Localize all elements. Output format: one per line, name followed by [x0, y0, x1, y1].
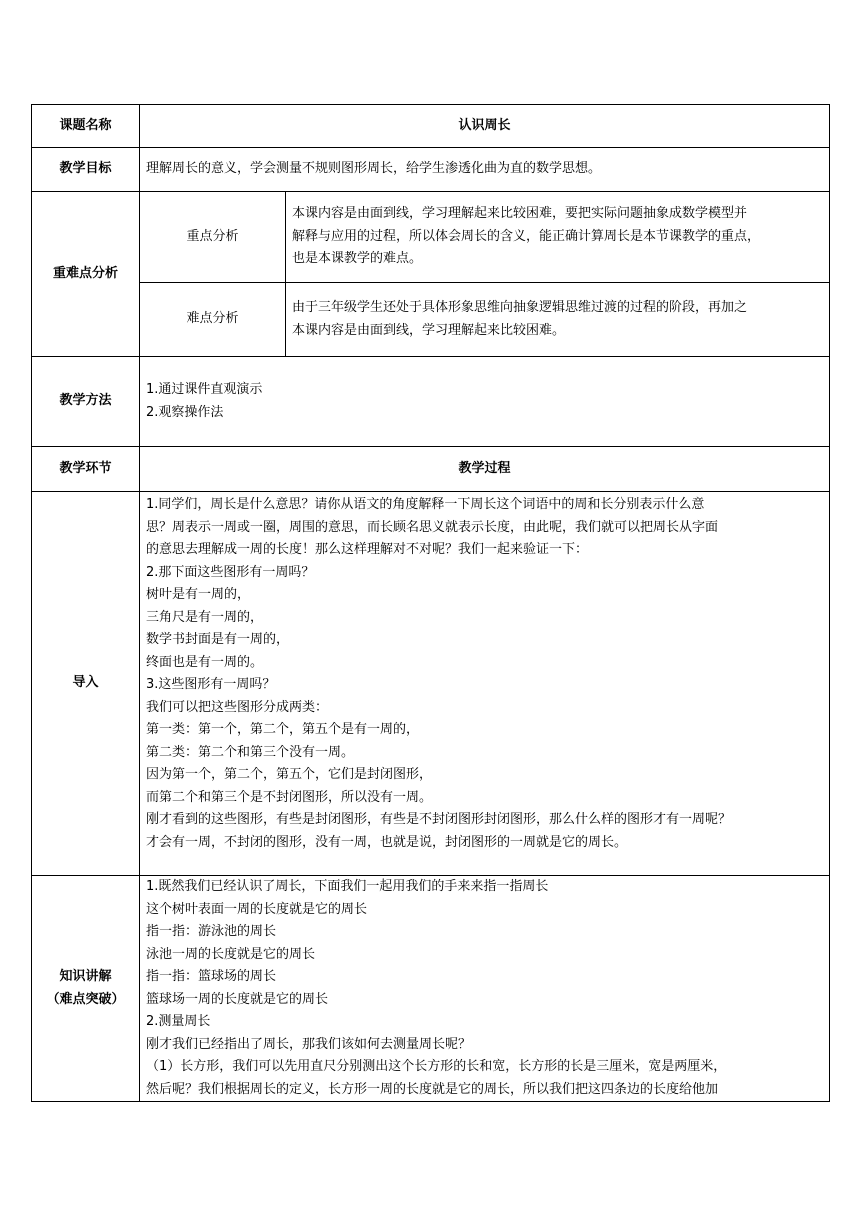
knowledge-row: [32, 876, 830, 1102]
key-analysis-text: [286, 192, 830, 283]
lesson-plan-table: [31, 104, 830, 1102]
text-line: 2.观察操作法: [146, 404, 224, 420]
knowledge-label-line2: （难点突破）: [46, 991, 125, 1007]
text-line: 的意思去理解成一周的长度！那么这样理解对不对呢？我们一起来验证一下：: [146, 542, 589, 557]
methods-text: [140, 357, 830, 447]
difficulty-analysis-text: [286, 283, 830, 357]
text-line: 树叶是有一周的，: [146, 587, 251, 602]
course-title: 认识周长: [140, 105, 830, 148]
intro-row: [32, 492, 830, 876]
text-line: 3.这些图形有一周吗？: [146, 677, 276, 692]
text-line: 本课内容是由面到线，学习理解起来比较困难，要把实际问题抽象成数学模型并: [292, 206, 748, 222]
text-line: 三角尺是有一周的，: [146, 609, 264, 625]
text-line: 第二类：第二个和第三个没有一周。: [146, 744, 355, 760]
knowledge-label: [32, 876, 140, 1102]
analysis-label: 重难点分析: [32, 192, 140, 357]
knowledge-text: [140, 876, 830, 1102]
text-line: 2.测量周长: [146, 1014, 211, 1029]
text-line: 数学书封面是有一周的，: [146, 632, 290, 647]
text-line: 2.那下面这些图形有一周吗？: [146, 564, 315, 580]
text-line: 刚才我们已经指出了周长，那我们该如何去测量周长呢？: [146, 1036, 472, 1052]
text-line: （1）长方形，我们可以先用直尺分别测出这个长方形的长和宽，长方形的长是三厘米，宽是两厘米，: [146, 1059, 727, 1074]
text-line: 解释与应用的过程，所以体会周长的含义，能正确计算周长是本节课教学的重点，: [292, 228, 761, 244]
text-line: 思？周表示一周或一圈，周围的意思，而长顾名思义就表示长度，由此呢，我们就可以把周长从字面: [146, 519, 719, 535]
intro-label: 导入: [32, 492, 140, 876]
methods-label: 教学方法: [32, 357, 140, 447]
text-line: 这个树叶表面一周的长度就是它的周长: [146, 901, 368, 917]
text-line: 本课内容是由面到线，学习理解起来比较困难。: [292, 322, 566, 338]
course-row: [32, 105, 830, 148]
text-line: 1.既然我们已经认识了周长，下面我们一起用我们的手来来指一指周长: [146, 879, 549, 894]
text-line: 指一指：游泳池的周长: [146, 924, 277, 939]
process-header-row: [32, 447, 830, 492]
text-line: 我们可以把这些图形分成两类：: [146, 699, 329, 715]
objective-label: 教学目标: [32, 148, 140, 192]
process-title: 教学过程: [140, 447, 830, 492]
text-line: 篮球场一周的长度就是它的周长: [146, 991, 329, 1007]
intro-text: [140, 492, 830, 876]
course-label: 课题名称: [32, 105, 140, 148]
process-step-label: 教学环节: [32, 447, 140, 492]
text-line: 然后呢？我们根据周长的定义，长方形一周的长度就是它的周长，所以我们把这四条边的长度给他加: [146, 1081, 719, 1097]
text-line: 终面也是有一周的。: [146, 654, 264, 670]
knowledge-text-clip: [146, 876, 823, 1101]
key-analysis-label: 重点分析: [140, 192, 286, 283]
text-line: 因为第一个，第二个，第五个，它们是封闭图形，: [146, 767, 433, 782]
key-analysis-row: [32, 192, 830, 283]
text-line: 也是本课教学的难点。: [292, 251, 423, 267]
objective-row: [32, 148, 830, 192]
text-line: 1.通过课件直观演示: [146, 382, 263, 397]
text-line: 1.同学们，周长是什么意思？请你从语文的角度解释一下周长这个词语中的周和长分别表示什么意: [146, 497, 705, 512]
knowledge-label-line1: 知识讲解: [59, 969, 112, 984]
text-line: 而第二个和第三个是不封闭图形，所以没有一周。: [146, 789, 433, 805]
difficulty-analysis-label: 难点分析: [140, 283, 286, 357]
text-line: 指一指：篮球场的周长: [146, 969, 277, 984]
text-line: 才会有一周，不封闭的图形，没有一周，也就是说，封闭图形的一周就是它的周长。: [146, 834, 628, 850]
text-line: 由于三年级学生还处于具体形象思维向抽象逻辑思维过渡的过程的阶段，再加之: [292, 300, 748, 315]
text-line: 泳池一周的长度就是它的周长: [146, 946, 316, 962]
methods-row: [32, 357, 830, 447]
difficulty-analysis-row: [32, 283, 830, 357]
text-line: 第一类：第一个，第二个，第五个是有一周的，: [146, 722, 420, 737]
text-line: 刚才看到的这些图形，有些是封闭图形，有些是不封闭图形封闭图形，那么什么样的图形才有一周呢？: [146, 812, 732, 827]
objective-text: 理解周长的意义，学会测量不规则图形周长，给学生渗透化曲为直的数学思想。: [140, 148, 830, 192]
